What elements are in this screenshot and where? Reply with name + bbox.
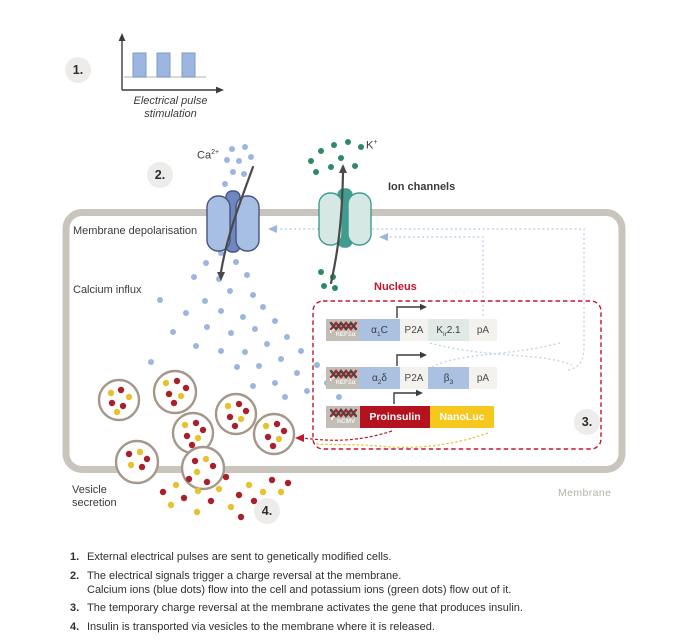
promoter-box-hcmv: P hCMV [326, 406, 360, 428]
dna-icon [329, 319, 359, 333]
potassium-efflux-arrowhead [339, 164, 347, 173]
gene-box-proinsulin: Proinsulin [360, 406, 430, 428]
gene-construct-row-1 [326, 319, 497, 341]
legend-text: External electrical pulses are sent to genetically modified cells. [87, 551, 392, 563]
step-badge-3: 3. [574, 409, 600, 435]
gene-box-alpha2delta: α 2 δ [359, 367, 400, 389]
legend-item-3: 3. The temporary charge reversal at the membrane activates the gene that produces insulin. [70, 602, 523, 615]
legend-item-2: 2. The electrical signals trigger a charge reversal at the membrane. Calcium ions (blue dots) flow into the cell and potassium ions (green dots) flow out of it. [70, 569, 512, 596]
calcium-ion-label: $Ca^{2+}$ [197, 149, 220, 162]
dna-icon [329, 406, 359, 420]
step-badge-4: 4. [254, 498, 280, 524]
gene-construct-row-2 [326, 367, 497, 389]
gene-box-kir21: K ir 2.1 [428, 319, 469, 341]
calcium-influx-label: Calcium influx [73, 284, 142, 296]
ion-channels-label: Ion channels [388, 181, 456, 193]
explanation-legend [70, 551, 670, 640]
legend-text: The electrical signals trigger a charge reversal at the membrane. Calcium ions (blue dots) flow into the cell and potassium ions (green dots) flow out of it. [87, 569, 512, 596]
vesicle-secretion-label: Vesicle secretion [72, 484, 117, 509]
nucleus-label: Nucleus [374, 281, 417, 293]
pulse-chart [119, 33, 224, 93]
step-badge-2: 2. [147, 162, 173, 188]
linker-box-p2a: P2A [400, 367, 428, 389]
membrane-depolarisation-label: Membrane depolarisation [73, 225, 198, 237]
cell-membrane-outline [66, 213, 622, 470]
polya-box: pA [469, 319, 497, 341]
promoter-box-hef1a: P hEF1α [326, 319, 359, 341]
membrane-label: Membrane [558, 487, 612, 499]
linker-box-p2a: P2A [400, 319, 428, 341]
legend-text: Insulin is transported via vesicles to the membrane where it is released. [87, 621, 435, 633]
pulse-chart-caption: Electrical pulse stimulation [133, 95, 208, 120]
step-badge-1: 1. [65, 57, 91, 83]
promoter-box-hef1a: P hEF1α [326, 367, 359, 389]
potassium-channel-icon [319, 189, 371, 247]
potassium-ion-dots-outside [308, 139, 364, 175]
gene-construct-row-3 [326, 406, 494, 428]
dna-icon [329, 367, 359, 381]
gene-box-nanoluc: NanoLuc [430, 406, 494, 428]
legend-item-1: 1. External electrical pulses are sent to genetically modified cells. [70, 551, 392, 563]
gene-box-beta3: β 3 [428, 367, 469, 389]
legend-item-4: 4. Insulin is transported via vesicles to the membrane where it is released. [70, 621, 435, 633]
gene-box-alpha1c: α 1 C [359, 319, 400, 341]
polya-box: pA [469, 367, 497, 389]
potassium-ion-label: K+ [366, 139, 378, 152]
legend-text: The temporary charge reversal at the membrane activates the gene that produces insulin. [87, 602, 523, 615]
